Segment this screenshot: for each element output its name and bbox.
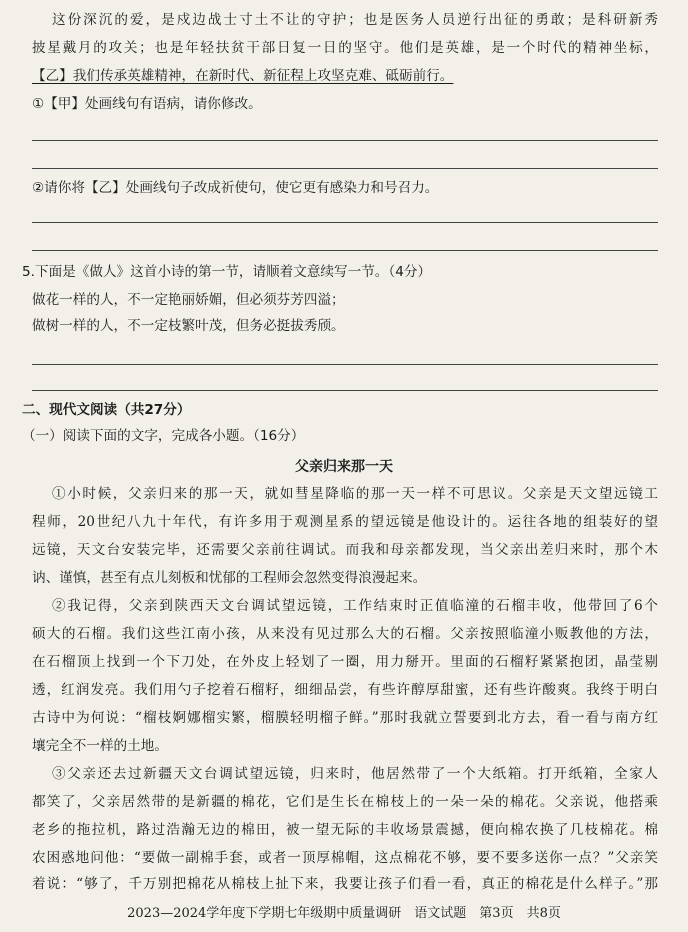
answer-line (32, 222, 658, 223)
article-line: 着说：“够了，千万别把棉花从棉枝上扯下来，我要让孩子们看一看，真正的棉花是什么样子。”那 (32, 876, 658, 892)
article-line: ①小时候，父亲归来的那一天，就如彗星降临的那一天一样不可思议。父亲是天文望远镜工 (52, 486, 658, 502)
question-1: ①【甲】处画线句有语病，请你修改。 (32, 96, 262, 112)
article-line: 程师，20世纪八九十年代，有许多用于观测星系的望远镜是他设计的。运往各地的组装好的望 (32, 514, 658, 530)
article-line: 讷、谨慎，甚至有点儿刻板和忧郁的工程师会忽然变得浪漫起来。 (32, 570, 427, 586)
question-2: ②请你将【乙】处画线句子改成祈使句，使它更有感染力和号召力。 (32, 180, 439, 196)
answer-line (32, 364, 658, 365)
article-line: 古诗中为何说：“榴枝婀娜榴实繁，榴膜轻明榴子鲜。”那时我就立誓要到北方去，看一看与南方红 (32, 710, 658, 726)
article-line: ③父亲还去过新疆天文台调试望远镜，归来时，他居然带了一个大纸箱。打开纸箱，全家人 (52, 766, 658, 782)
article-line: 透，红润发亮。我们用勺子挖着石榴籽，细细品尝，有些许醇厚甜蜜，还有些许酸爽。我终于明白 (32, 682, 658, 698)
question-5-prompt: 5.下面是《做人》这首小诗的第一节，请顺着文意续写一节。（4分） (22, 264, 432, 280)
subsection-heading: （一）阅读下面的文字，完成各小题。（16分） (22, 428, 305, 444)
answer-line (32, 250, 658, 251)
article-line: 都笑了，父亲居然带的是新疆的棉花，它们是生长在棉枝上的一朵一朵的棉花。父亲说，他搭乘 (32, 794, 658, 810)
article-line: 老乡的拖拉机，路过浩瀚无边的棉田，被一望无际的丰收场景震撼，便向棉农换了几枝棉花。棉 (32, 822, 658, 838)
article-line: 硕大的石榴。我们这些江南小孩，从来没有见过那么大的石榴。父亲按照临潼小贩教他的方法， (32, 626, 658, 642)
intro-line-1: 这份深沉的爱，是戍边战士寸土不让的守护；也是医务人员逆行出征的勇敢；是科研新秀 (52, 12, 658, 28)
article-line: ②我记得，父亲到陕西天文台调试望远镜，工作结束时正值临潼的石榴丰收，他带回了6个 (52, 598, 658, 614)
article-line: 农困惑地问他：“要做一副棉手套，或者一顶厚棉帽，这点棉花不够，要不要多送你一点？”父亲笑 (32, 850, 658, 866)
article-line: 在石榴顶上找到一个下刀处，在外皮上轻划了一圈，用力掰开。里面的石榴籽紧紧抱团，晶莹剔 (32, 654, 658, 670)
section-heading: 二、现代文阅读（共27分） (22, 402, 191, 418)
article-line: 远镜，天文台安装完毕，还需要父亲前往调试。而我和母亲都发现，当父亲出差归来时，那个木 (32, 542, 658, 558)
poem-line-1: 做花一样的人，不一定艳丽娇媚，但必须芬芳四溢； (32, 292, 345, 308)
article-title: 父亲归来那一天 (295, 459, 393, 475)
article-line: 壤完全不一样的土地。 (32, 738, 168, 754)
answer-line (32, 390, 658, 391)
intro-line-3 (32, 66, 658, 86)
answer-line (32, 140, 658, 141)
page-footer: 2023—2024学年度下学期七年级期中质量调研 语文试题 第3页 共8页 (127, 906, 561, 921)
poem-line-2: 做树一样的人，不一定枝繁叶茂，但务必挺拔秀颀。 (32, 318, 345, 334)
intro-line-2: 披星戴月的攻关；也是年轻扶贫干部日复一日的坚守。他们是英雄，是一个时代的精神坐标， (32, 40, 658, 56)
answer-line (32, 168, 658, 169)
underlined-sentence-yi: 【乙】我们传承英雄精神，在新时代、新征程上攻坚克难、砥砺前行。 (32, 68, 454, 84)
